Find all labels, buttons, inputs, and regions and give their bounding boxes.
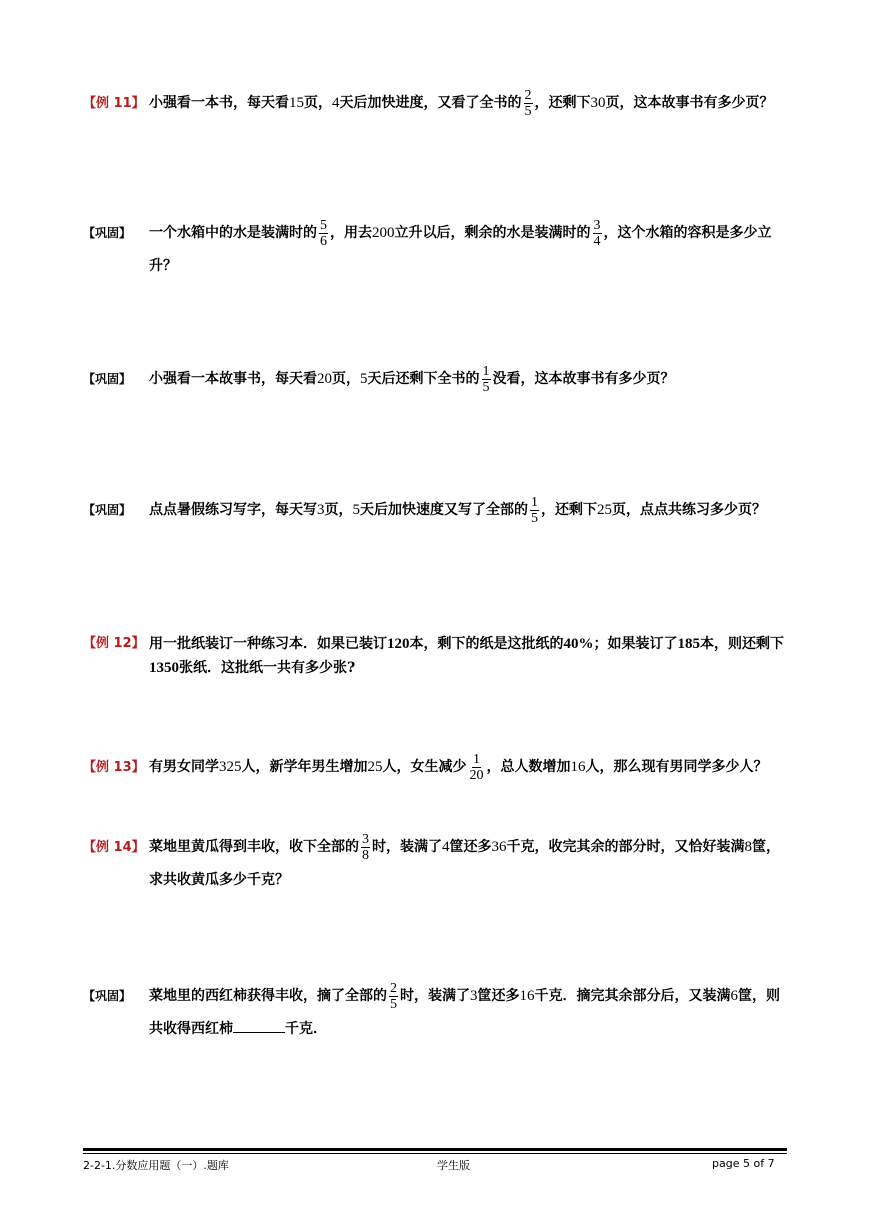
footer-rule-thick	[83, 1148, 787, 1151]
fraction: $\frac{1}{5}$	[531, 494, 538, 526]
problem-consolidate-1	[83, 217, 788, 283]
fraction: $\frac{1}{20}$	[469, 751, 484, 783]
problem-example-12	[83, 632, 788, 680]
problem-example-11	[83, 87, 788, 120]
problem-consolidate-2	[83, 363, 788, 396]
problem-tag: 【巩固】	[83, 503, 132, 517]
problem-tag: 【例 14】	[83, 840, 145, 855]
problem-tag: 【例 12】	[83, 636, 145, 651]
problem-consolidate-3	[83, 494, 788, 527]
problem-tag: 【巩固】	[83, 226, 132, 240]
footer-center: 学生版	[437, 1159, 470, 1172]
problem-text: 用一批纸装订一种练习本．如果已装订120本，剩下的纸是这批纸的40%；如果装订了185本，则还剩下1350张纸．这批纸一共有多少张?	[149, 636, 784, 676]
footer-page-number: page 5 of 7	[712, 1157, 775, 1170]
fraction: $\frac{2}{5}$	[524, 87, 532, 119]
problem-tag: 【例 11】	[83, 96, 145, 111]
problem-text: 小强看一本书，每天看15页，4天后加快进度，又看了全书的 $\frac{2}{5}$ ，还剩下30页，这本故事书有多少页？	[149, 87, 774, 119]
problem-example-13	[83, 751, 788, 784]
footer-rule-thin	[83, 1153, 787, 1154]
problem-text: 小强看一本故事书，每天看20页，5天后还剩下全书的 $\frac{1}{5}$ 没看，这本故事书有多少页？	[149, 363, 675, 395]
fraction: $\frac{5}{6}$	[320, 217, 327, 249]
problem-tag: 【巩固】	[83, 989, 132, 1003]
fraction: $\frac{3}{4}$	[593, 217, 601, 249]
footer-left: 2-2-1.分数应用题（一）.题库	[83, 1159, 229, 1172]
problem-consolidate-4	[83, 980, 788, 1046]
problem-tag: 【例 13】	[83, 760, 145, 775]
problem-example-14	[83, 831, 788, 897]
problem-text: 一个水箱中的水是装满时的 $\frac{5}{6}$ ，用去200立升以后，剩余的水是装满时的 $\frac{3}{4}$ ，这个水箱的容积是多少立升？	[149, 217, 772, 274]
answer-blank	[233, 1018, 285, 1033]
problem-text: 菜地里的西红柿获得丰收，摘了全部的 $\frac{2}{5}$ 时，装满了3筐还多16千克．摘完其余部分后，又装满6筐，则共收得西红柿 千克．	[149, 980, 780, 1037]
fraction: $\frac{2}{5}$	[390, 980, 397, 1012]
fraction: $\frac{1}{5}$	[482, 363, 490, 395]
problem-text: 点点暑假练习写字，每天写3页，5天后加快速度又写了全部的 $\frac{1}{5}$ ，还剩下25页，点点共练习多少页？	[149, 494, 766, 526]
problem-text: 菜地里黄瓜得到丰收，收下全部的 $\frac{3}{8}$ 时，装满了4筐还多36千克，收完其余的部分时，又恰好装满8筐，求共收黄瓜多少千克？	[149, 831, 780, 888]
problem-tag: 【巩固】	[83, 372, 132, 386]
fraction: $\frac{3}{8}$	[362, 831, 369, 863]
problem-text: 有男女同学325人，新学年男生增加25人，女生减少 $\frac{1}{20}$ ，总人数增加16人，那么现有男同学多少人？	[149, 751, 768, 783]
